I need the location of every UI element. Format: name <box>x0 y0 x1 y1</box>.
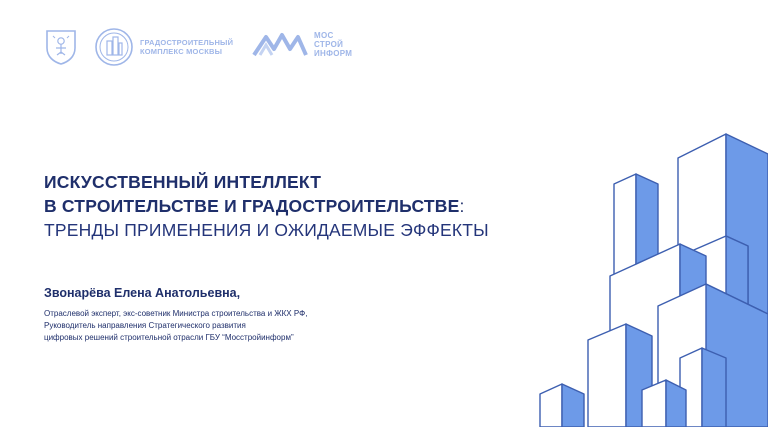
isometric-buildings-illustration <box>530 128 768 427</box>
speaker-name: Звонарёва Елена Анатольевна, <box>44 286 241 300</box>
speaker-bio <box>44 308 464 344</box>
msi-line2: СТРОЙ <box>314 39 344 49</box>
mosstroyinform-logo <box>252 29 352 59</box>
grad-complex-line2: КОМПЛЕКС МОСКВЫ <box>140 47 223 56</box>
mosstroyinform-logo-text <box>314 31 352 58</box>
title-line-3: ТРЕНДЫ ПРИМЕНЕНИЯ И ОЖИДАЕМЫЕ ЭФФЕКТЫ <box>44 220 489 240</box>
grad-complex-logo-text <box>140 38 233 56</box>
grad-complex-logo <box>94 27 233 67</box>
msi-line3: ИНФОРМ <box>314 48 353 58</box>
moscow-coat-of-arms-icon <box>44 28 78 66</box>
speaker-bio-line-1: Отраслевой эксперт, экс-советник Министра строительства и ЖКХ РФ, <box>44 309 308 318</box>
grad-complex-emblem-icon <box>94 27 134 67</box>
mosstroyinform-logo-icon <box>252 29 308 59</box>
title-line-2 <box>44 194 544 218</box>
speaker-bio-line-3: цифровых решений строительной отрасли ГБУ “Мосстройинформ” <box>44 333 294 342</box>
header-logos <box>44 27 353 67</box>
slide-title <box>44 170 544 242</box>
title-line-1: ИСКУССТВЕННЫЙ ИНТЕЛЛЕКТ <box>44 172 322 192</box>
speaker-bio-line-2: Руководитель направления Стратегического развития <box>44 321 246 330</box>
grad-complex-line1: ГРАДОСТРОИТЕЛЬНЫЙ <box>140 38 234 47</box>
title-line-2-text: В СТРОИТЕЛЬСТВЕ И ГРАДОСТРОИТЕЛЬСТВЕ <box>44 196 460 216</box>
title-line-2-colon: : <box>459 196 465 216</box>
msi-line1: МОС <box>314 30 334 40</box>
